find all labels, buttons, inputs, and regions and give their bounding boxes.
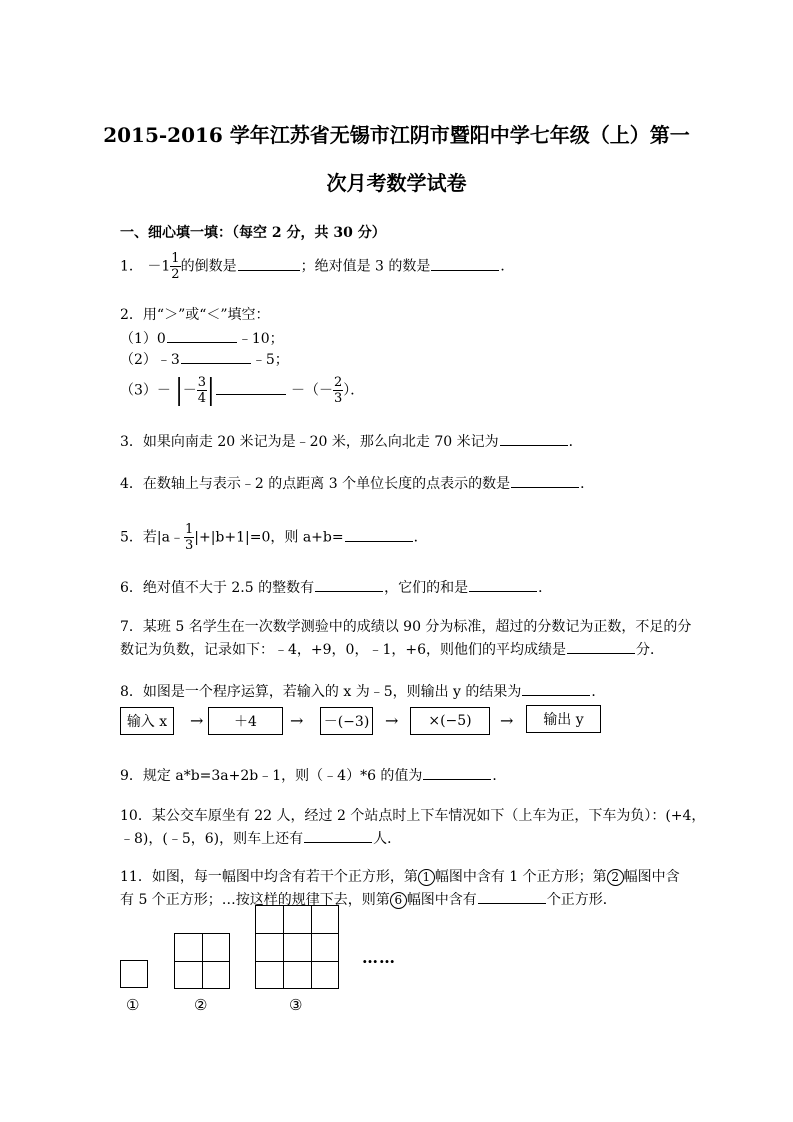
- q1-text1: 的倒数是: [180, 258, 237, 275]
- q2-frac2-num: 2: [333, 375, 343, 390]
- q2-part3: [120, 373, 365, 407]
- q9-text: 9．规定 a*b=3a+2b﹣1，则（﹣4）*6 的值为: [120, 768, 423, 784]
- q6-text-b: ，它们的和是: [384, 580, 469, 596]
- q5-fraction: [184, 523, 194, 552]
- question-8: [120, 681, 605, 701]
- q2-p1-blank[interactable]: [167, 328, 237, 343]
- q2-part2: [120, 349, 289, 369]
- flow-multiply-box: ×(−5): [410, 707, 490, 735]
- q4-end: ．: [580, 476, 595, 492]
- q2-p3-left: （3）－: [120, 382, 171, 399]
- q9-end: ．: [492, 768, 507, 784]
- q4-text: 4．在数轴上与表示﹣2 的点距离 3 个单位长度的点表示的数是: [120, 476, 511, 492]
- q3-text: 3．如果向南走 20 米记为是﹣20 米，那么向北走 70 米记为: [120, 434, 499, 450]
- flow-add-box: ＋4: [208, 707, 283, 735]
- q5-frac-den: 3: [184, 538, 194, 553]
- q5-text-b: |+|b+1|=0，则 a+b=: [194, 529, 344, 546]
- abs-bar-left: |: [175, 373, 183, 407]
- q11-text1: 11．如图，每一幅图中均含有若干个正方形，第: [120, 869, 418, 885]
- ellipsis: ……: [362, 948, 396, 967]
- q2-p3-minus: －: [182, 382, 197, 399]
- q11-answer-blank[interactable]: [478, 889, 546, 904]
- q3-answer-blank[interactable]: [500, 431, 568, 446]
- square-figure-1: [120, 960, 148, 988]
- q11-line2: [120, 889, 617, 909]
- q1-prefix: －1: [147, 258, 171, 275]
- q11-text3: 幅图中含: [623, 869, 680, 885]
- question-4: [120, 473, 594, 493]
- q2-p3-fraction1: [197, 376, 207, 405]
- q7-line2: [120, 639, 664, 659]
- question-9: [120, 765, 506, 785]
- circled-2-icon: 2: [607, 869, 624, 886]
- q10-line2: [120, 828, 401, 848]
- q2-p3-blank[interactable]: [216, 380, 286, 395]
- q2-p3-mid: －（－: [290, 382, 333, 399]
- q2-stem: 2．用“＞”或“＜”填空：: [120, 307, 270, 323]
- square-figure-3: [255, 905, 339, 989]
- q6-end: ．: [538, 580, 553, 596]
- q8-text: 8．如图是一个程序运算，若输入的 x 为﹣5，则输出 y 的结果为: [120, 684, 522, 700]
- q10-text: ﹣8)，(﹣5，6)，则车上还有: [120, 831, 304, 847]
- flow-arrow-1: →: [190, 711, 204, 730]
- q2-part1: [120, 328, 284, 348]
- q5-end: ．: [413, 529, 428, 546]
- flow-arrow-4: →: [500, 711, 514, 730]
- q5-text-a: 5．若|a﹣: [120, 529, 184, 546]
- square-figure-2: [174, 933, 230, 989]
- q6-answer-blank-2[interactable]: [469, 577, 537, 592]
- q7-end: 分．: [636, 642, 664, 658]
- flow-subtract-box: －(−3): [320, 707, 373, 735]
- q1-text3: ．: [500, 258, 515, 275]
- question-5: [120, 523, 428, 552]
- q10-answer-blank[interactable]: [304, 828, 372, 843]
- q2-frac2-den: 3: [333, 391, 343, 406]
- q1-frac-num: 1: [171, 251, 180, 266]
- q1-answer-blank-2[interactable]: [431, 256, 499, 271]
- q10-line1: 10．某公交车原坐有 22 人，经过 2 个站点时上下车情况如下（上车为正，下车为负）：(+4，: [120, 808, 706, 824]
- q2-frac1-den: 4: [197, 391, 207, 406]
- flow-input-box: 输入 x: [120, 707, 174, 735]
- circled-6-icon: 6: [390, 892, 407, 909]
- flow-arrow-3: →: [385, 711, 399, 730]
- q11-text6: 个正方形．: [546, 892, 617, 908]
- circled-1-icon: 1: [418, 869, 435, 886]
- q1-number: 1．: [120, 258, 143, 275]
- question-6: [120, 577, 552, 597]
- q11-text5: 幅图中含有: [406, 892, 477, 908]
- q6-text-a: 6．绝对值不大于 2.5 的整数有: [120, 580, 315, 596]
- question-1: [120, 252, 514, 281]
- section1-heading: 一、细心填一填：（每空 2 分，共 30 分）: [120, 225, 386, 241]
- q11-text4: 有 5 个正方形；…按这样的规律下去，则第: [120, 892, 390, 908]
- q2-p1-right: ﹣10；: [237, 331, 284, 347]
- q2-frac1-num: 3: [197, 375, 207, 390]
- figure-label-3: ③: [289, 996, 303, 1014]
- q1-answer-blank-1[interactable]: [238, 256, 300, 271]
- q2-p3-right: ）．: [343, 382, 365, 399]
- q1-text2: ；绝对值是 3 的数是: [300, 258, 431, 275]
- q5-answer-blank[interactable]: [345, 527, 413, 542]
- q1-frac-den: 2: [171, 267, 180, 282]
- q2-p2-blank[interactable]: [181, 349, 251, 364]
- q7-text: 数记为负数，记录如下：﹣4，+9，0，﹣1，+6，则他们的平均成绩是: [120, 642, 566, 658]
- q9-answer-blank[interactable]: [423, 765, 491, 780]
- figure-label-2: ②: [194, 996, 208, 1014]
- abs-bar-right: |: [207, 373, 215, 407]
- question-3: [120, 431, 583, 451]
- q10-end: 人．: [373, 831, 402, 847]
- q8-end: ．: [591, 684, 606, 700]
- flow-output-box: 输出 y: [526, 705, 601, 733]
- flow-arrow-2: →: [290, 711, 304, 730]
- q5-frac-num: 1: [184, 522, 194, 537]
- q3-end: ．: [568, 434, 583, 450]
- q8-answer-blank[interactable]: [522, 681, 590, 696]
- q2-p1-left: （1）0: [120, 331, 166, 347]
- q6-answer-blank-1[interactable]: [315, 577, 383, 592]
- exam-title-line2: 次月考数学试卷: [326, 171, 467, 195]
- exam-title-line1: 2015-2016 学年江苏省无锡市江阴市暨阳中学七年级（上）第一: [103, 123, 690, 147]
- q11-line1: [120, 868, 680, 886]
- q7-line1: 7．某班 5 名学生在一次数学测验中的成绩以 90 分为标准，超过的分数记为正数，不足的分: [120, 619, 692, 635]
- q2-p2-left: （2）﹣3: [120, 352, 180, 368]
- q2-p3-fraction2: [333, 376, 343, 405]
- figure-label-1: ①: [126, 996, 140, 1014]
- q7-answer-blank[interactable]: [567, 639, 635, 654]
- q11-text2: 幅图中含有 1 个正方形；第: [434, 869, 607, 885]
- q1-fraction: [170, 252, 180, 281]
- q4-answer-blank[interactable]: [511, 473, 579, 488]
- q2-p2-right: ﹣5；: [251, 352, 289, 368]
